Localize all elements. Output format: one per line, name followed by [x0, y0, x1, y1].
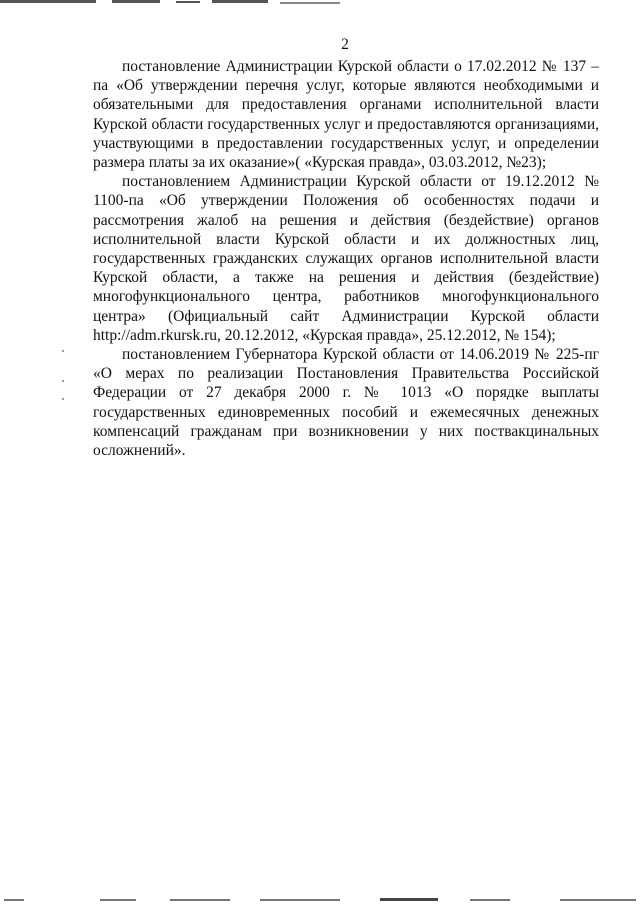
scan-artifact: [100, 899, 136, 901]
scan-artifact: [380, 898, 438, 901]
scan-edge-top: [0, 0, 640, 14]
paragraph-resolution-225: постановлением Губернатора Курской области от 14.06.2019 № 225-пг «О мерах по реализации Постановления Правительства Российской Федерации от 27 декабря 2000 г. № 1013 «О порядке выплаты государственных единовременных пособий и ежемесячных денежных компенсаций гражданам при возникновении у них поствакцинальных осложнений».: [93, 346, 599, 460]
scan-artifact: [0, 0, 96, 3]
scan-artifact: [112, 0, 160, 3]
scan-artifact: [212, 0, 268, 3]
scan-artifact: [560, 899, 636, 901]
paragraph-resolution-137: постановление Администрации Курской области о 17.02.2012 № 137 – па «Об утверждении перечня услуг, которые являются необходимыми и обязательными для предоставления органами исполнительной власти Курской области государственных услуг и предоставляются организациями, участвующими в предоставлении государственных услуг, и определении размера платы за их оказание»( «Курская правда», 03.03.2012, №23);: [93, 58, 599, 172]
margin-dot: [62, 380, 64, 382]
page-number: 2: [341, 36, 349, 53]
scan-edge-bottom: [0, 895, 640, 905]
margin-dot: [62, 398, 64, 400]
margin-dot: [62, 350, 64, 352]
paragraph-resolution-1100: постановлением Администрации Курской области от 19.12.2012 № 1100-па «Об утверждении Положения об особенностях подачи и рассмотрения жалоб на решения и действия (бездействие) органов исполнительной власти Курской области и их должностных лиц, государственных гражданских служащих органов исполнительной власти Курской области, а также на решения и действия (бездействие) многофункционального центра, работников многофункционального центра» (Официальный сайт Администрации Курской области http://adm.rkursk.ru, 20.12.2012, «Курская правда», 25.12.2012, № 154);: [93, 173, 599, 344]
scan-artifact: [470, 899, 510, 901]
scan-artifact: [176, 1, 200, 3]
scan-artifact: [4, 899, 24, 901]
document-body: [93, 57, 599, 460]
scan-artifact: [260, 899, 340, 901]
scan-artifact: [280, 2, 340, 4]
scan-artifact: [170, 899, 230, 901]
